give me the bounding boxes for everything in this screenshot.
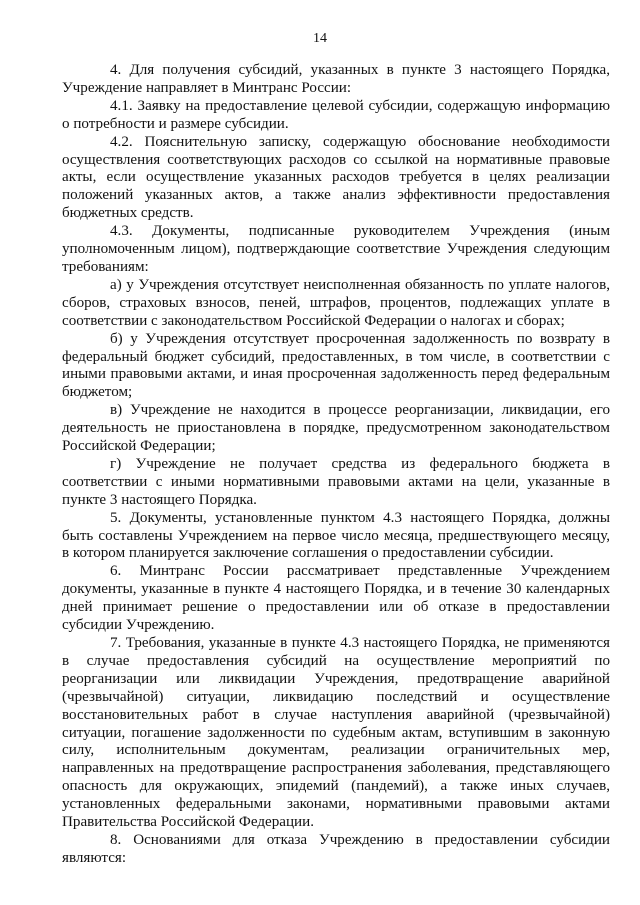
paragraph-7: 7. Требования, указанные в пункте 4.3 настоящего Порядка, не применяются в случае предоставления субсидий на осуществление мероприятий по реорганизации или ликвидации Учреждения, предотвращение аварийной (чрезвычайной) ситуации, ликвидацию последствий и осуществление восстановительных работ в случае наступления аварийной (чрезвычайной) ситуации, погашение задолженности по судебным актам, вступившим в законную силу, исполнительным документам, реализации ограничительных мер, направленных на предотвращение распространения заболевания, представляющего опасность для окружающих, эпидемий (пандемий), а также иных случаев, установленных федеральными законами, нормативными правовыми актами Правительства Российской Федерации. <box>62 635 610 831</box>
paragraph-4-3: 4.3. Документы, подписанные руководителем Учреждения (иным уполномоченным лицом), подтверждающие соответствие Учреждения следующим требованиям: <box>62 223 610 275</box>
paragraph-4-1: 4.1. Заявку на предоставление целевой субсидии, содержащую информацию о потребности и размере субсидии. <box>62 97 610 132</box>
document-body <box>62 62 610 868</box>
paragraph-4-3-v: в) Учреждение не находится в процессе реорганизации, ликвидации, его деятельность не приостановлена в порядке, предусмотренном законодательством Российской Федерации; <box>62 402 610 455</box>
paragraph-4: 4. Для получения субсидий, указанных в пункте 3 настоящего Порядка, Учреждение направляет в Минтранс России: <box>62 62 610 96</box>
paragraph-4-3-a: а) у Учреждения отсутствует неисполненная обязанность по уплате налогов, сборов, страховых взносов, пеней, штрафов, процентов, подлежащих уплате в соответствии с законодательством Российской Федерации о налогах и сборах; <box>62 276 610 329</box>
paragraph-4-3-b: б) у Учреждения отсутствует просроченная задолженность по возврату в федеральный бюджет субсидий, предоставленных, в том числе, в соответствии с иными правовыми актами, и иная просроченная задолженность перед федеральным бюджетом; <box>62 330 610 401</box>
paragraph-8: 8. Основаниями для отказа Учреждению в предоставлении субсидии являются: <box>62 831 610 866</box>
paragraph-4-3-g: г) Учреждение не получает средства из федерального бюджета в соответствии с иными нормативными правовыми актами на цели, указанные в пункте 3 настоящего Порядка. <box>62 455 610 508</box>
paragraph-5: 5. Документы, установленные пунктом 4.3 настоящего Порядка, должны быть составлены Учреждением на первое число месяца, предшествующего месяцу, в котором планируется заключение соглашения о предоставлении субсидии. <box>62 509 610 562</box>
page-number: 14 <box>313 31 327 46</box>
paragraph-6: 6. Минтранс России рассматривает представленные Учреждением документы, указанные в пункте 4 настоящего Порядка, и в течение 30 календарных дней принимает решение о предоставлении или об отказе в предоставлении субсидии Учреждению. <box>62 563 610 634</box>
paragraph-4-2: 4.2. Пояснительную записку, содержащую обоснование необходимости осуществления соответствующих расходов со ссылкой на нормативные правовые акты, если осуществление указанных расходов требуется в целях реализации положений указанных актов, а также анализ эффективности предоставления бюджетных средств. <box>62 133 610 222</box>
